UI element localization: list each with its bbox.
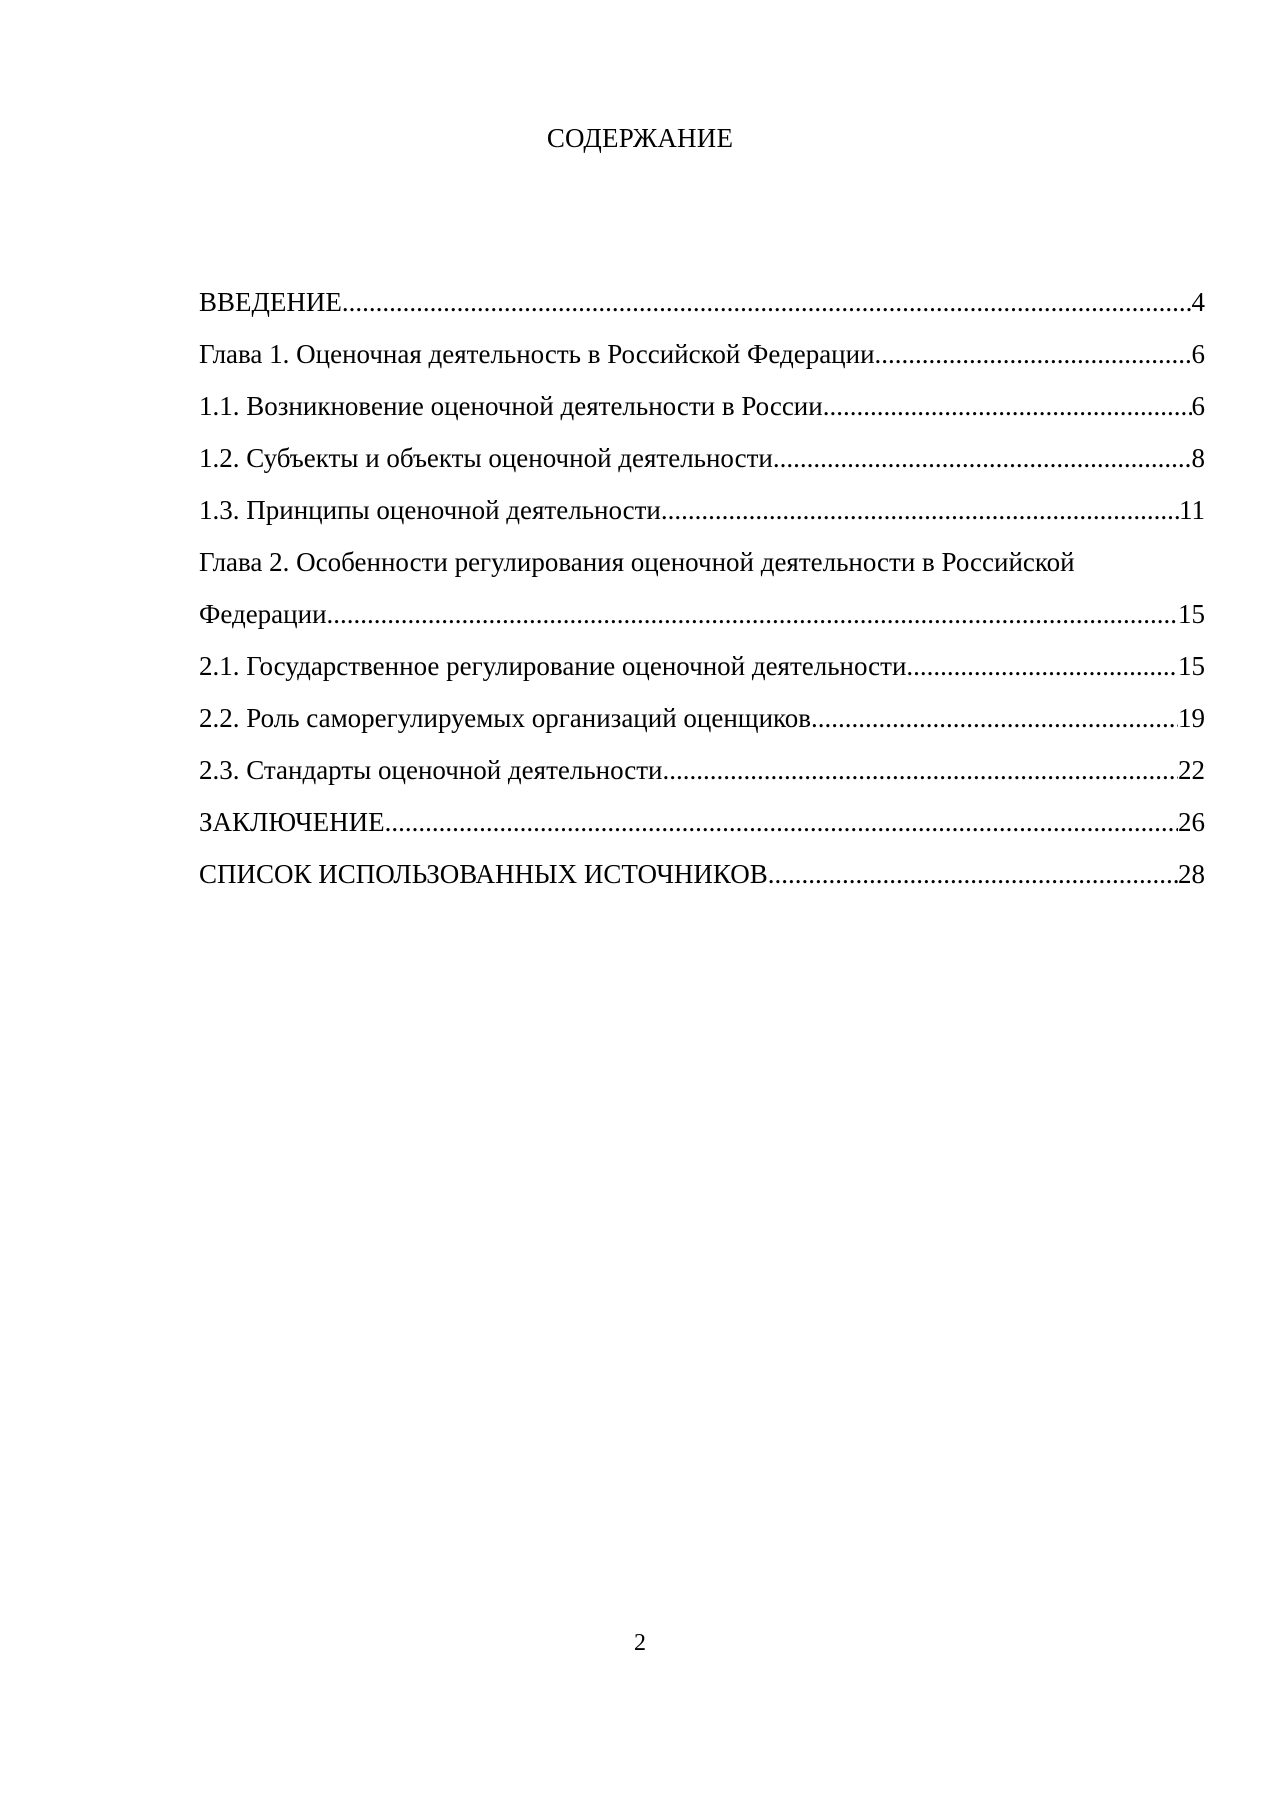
toc-entry-chapter-2 bbox=[199, 536, 1205, 640]
page-number: 2 bbox=[634, 1630, 646, 1656]
toc-entry-page: 26 bbox=[1178, 807, 1205, 837]
toc-entry-section-2-3 bbox=[199, 744, 1205, 796]
toc-entry-section-2-2 bbox=[199, 692, 1205, 744]
toc-entry-text-line-1: Глава 2. Особенности регулирования оценочной деятельности в Российской bbox=[199, 547, 1075, 577]
page-title: СОДЕРЖАНИЕ bbox=[546, 123, 734, 153]
toc-dot-leader bbox=[823, 380, 1192, 432]
toc-entry-chapter-2-continuation bbox=[199, 588, 1205, 640]
toc-entry-page: 22 bbox=[1178, 755, 1205, 785]
toc-entry-text: СПИСОК ИСПОЛЬЗОВАННЫХ ИСТОЧНИКОВ bbox=[199, 859, 768, 889]
toc-dot-leader bbox=[811, 692, 1178, 744]
toc-dot-leader bbox=[342, 276, 1192, 328]
toc-entry-text: 1.2. Субъекты и объекты оценочной деятельности bbox=[199, 443, 773, 473]
toc-entry-page: 28 bbox=[1178, 859, 1205, 889]
toc-entry-references bbox=[199, 848, 1205, 900]
toc-dot-leader bbox=[663, 744, 1179, 796]
toc-entry-introduction bbox=[199, 276, 1205, 328]
toc-entry-text: ЗАКЛЮЧЕНИЕ bbox=[199, 807, 385, 837]
toc-entry-text: 1.3. Принципы оценочной деятельности bbox=[199, 495, 661, 525]
toc-entry-page: 4 bbox=[1191, 287, 1205, 317]
toc-entry-page: 6 bbox=[1191, 339, 1205, 369]
toc-dot-leader bbox=[661, 484, 1179, 536]
toc-entry-text-line-2: Федерации bbox=[199, 599, 327, 629]
toc-entry-section-1-2 bbox=[199, 432, 1205, 484]
toc-entry-page: 15 bbox=[1178, 651, 1205, 681]
toc-dot-leader bbox=[875, 328, 1192, 380]
toc-dot-leader bbox=[385, 796, 1178, 848]
toc-dot-leader bbox=[327, 588, 1178, 640]
toc-entry-chapter-1 bbox=[199, 328, 1205, 380]
toc-entry-page: 11 bbox=[1179, 495, 1205, 525]
toc-dot-leader bbox=[906, 640, 1178, 692]
toc-dot-leader bbox=[773, 432, 1192, 484]
toc-dot-leader bbox=[768, 848, 1178, 900]
toc-entry-section-2-1 bbox=[199, 640, 1205, 692]
toc-entry-text: 2.1. Государственное регулирование оценочной деятельности bbox=[199, 651, 907, 681]
toc-entry-text: 1.1. Возникновение оценочной деятельности в России bbox=[199, 391, 823, 421]
toc-entry-text: 2.2. Роль саморегулируемых организаций оценщиков bbox=[199, 703, 812, 733]
toc-entry-text: ВВЕДЕНИЕ bbox=[199, 287, 342, 317]
toc-entry-page: 6 bbox=[1191, 391, 1205, 421]
toc-entry-section-1-1 bbox=[199, 380, 1205, 432]
toc-entry-page: 8 bbox=[1191, 443, 1205, 473]
toc-entry-section-1-3 bbox=[199, 484, 1205, 536]
table-of-contents bbox=[199, 276, 1205, 900]
toc-entry-conclusion bbox=[199, 796, 1205, 848]
toc-entry-page: 19 bbox=[1178, 703, 1205, 733]
toc-entry-text: Глава 1. Оценочная деятельность в Российской Федерации bbox=[199, 339, 875, 369]
toc-entry-text: 2.3. Стандарты оценочной деятельности bbox=[199, 755, 663, 785]
toc-entry-page: 15 bbox=[1178, 599, 1205, 629]
